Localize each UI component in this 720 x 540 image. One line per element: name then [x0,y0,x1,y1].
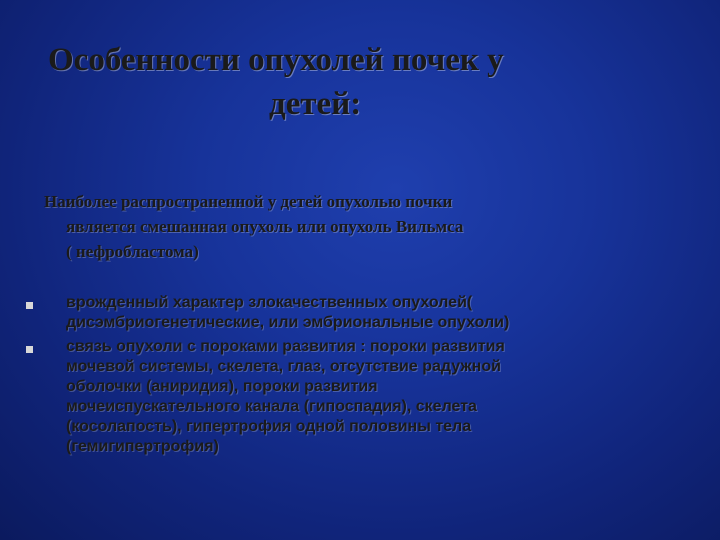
slide-title-line: Особенности опухолей почек у [48,42,504,78]
bullet-line: мочеиспускательного канала (гипоспадия), скелета [66,398,477,415]
bullet-line: дисэмбриогенетические, или эмбриональные опухоли) [66,314,510,331]
intro-line: Наиболее распространенной у детей опухолью почки [44,192,453,211]
bullet-text [66,293,666,333]
bullet-line: (косолапость), гипертрофия одной половины тела [66,418,472,435]
bullet-list [26,293,666,461]
bullet-line: врожденный характер злокачественных опухолей( [66,294,473,311]
bullet-line: связь опухоли с пороками развития : пороки развития [66,338,505,355]
square-bullet-icon [26,346,33,353]
bullet-text [66,337,666,457]
intro-line: является смешанная опухоль или опухоль Вильмса [66,217,464,236]
bullet-line: мочевой системы, скелета, глаз, отсутствие радужной [66,358,501,375]
intro-line: ( нефробластома) [66,242,199,261]
slide-title-line: детей: [269,86,362,122]
bullet-line: (гемигипертрофия) [66,438,219,455]
square-bullet-icon [26,302,33,309]
slide-title [40,38,640,126]
bullet-line: оболочки (аниридия), пороки развития [66,378,378,395]
bullet-item [26,337,666,457]
bullet-item [26,293,666,333]
intro-paragraph [44,189,644,264]
